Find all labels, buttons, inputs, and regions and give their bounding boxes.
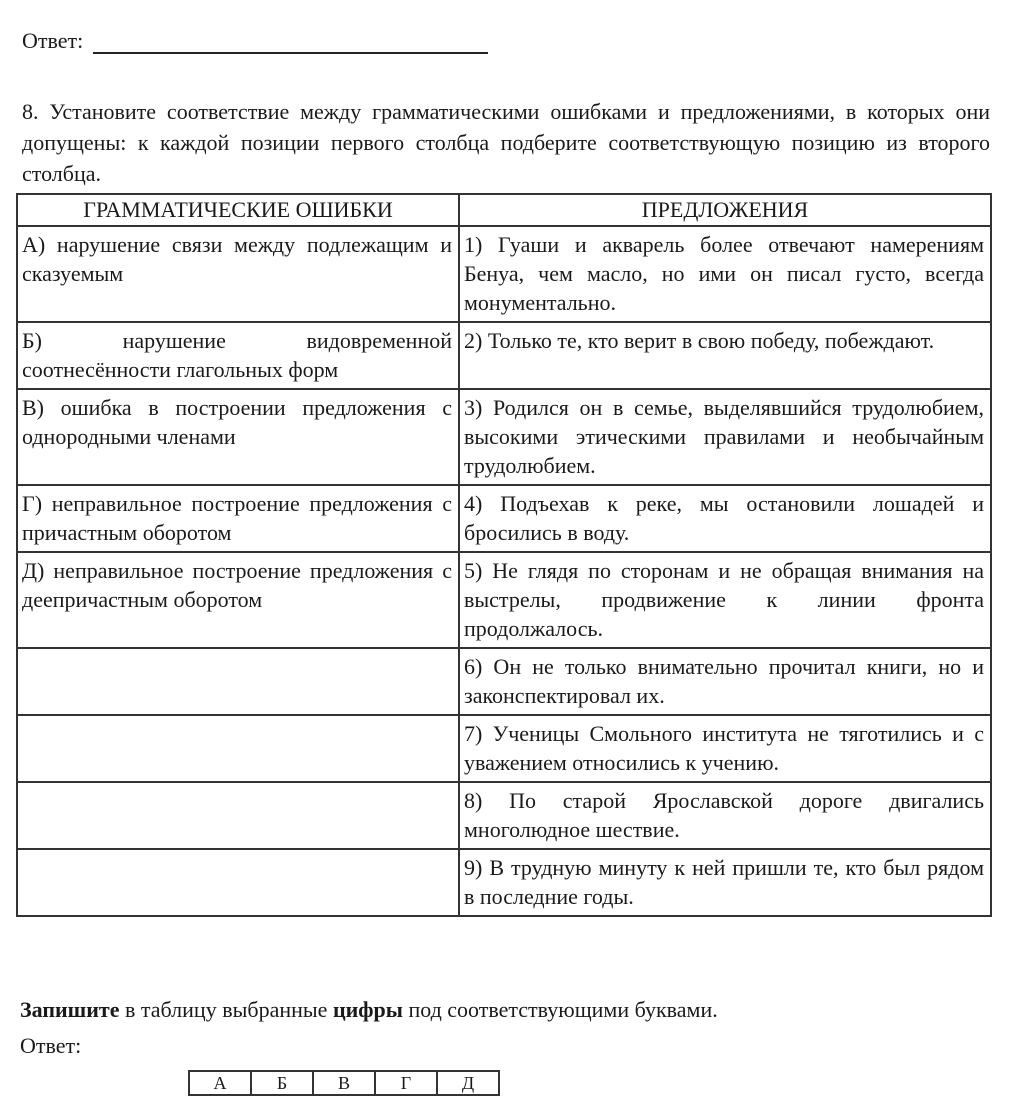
previous-answer-line: [22, 28, 488, 54]
error-b: Б) нарушение видовременной соотнесённости глагольных форм: [17, 322, 459, 389]
empty-cell: [17, 648, 459, 715]
answer-label-bottom: Ответ:: [20, 1033, 82, 1058]
error-v: В) ошибка в построении предложения с однородными членами: [17, 389, 459, 485]
answer-letter-v: В: [313, 1071, 375, 1095]
table-row: [17, 849, 991, 916]
table-row: [17, 485, 991, 552]
table-header-row: [17, 194, 991, 226]
instruction-mid: в таблицу выбранные: [119, 997, 333, 1022]
instruction-bold-digits: цифры: [332, 997, 403, 1022]
sentence-5: 5) Не глядя по сторонам и не обращая внимания на выстрелы, продвижение к линии фронта продолжалось.: [459, 552, 991, 648]
answer-letter-a: А: [189, 1071, 251, 1095]
empty-cell: [17, 715, 459, 782]
answer-blank[interactable]: [93, 32, 488, 54]
table-row: [17, 226, 991, 322]
sentence-4: 4) Подъехав к реке, мы остановили лошадей и бросились в воду.: [459, 485, 991, 552]
sentence-1: 1) Гуаши и акварель более отвечают намерениям Бенуа, чем масло, но ими он писал густо, всегда монументально.: [459, 226, 991, 322]
task-8-statement: [22, 96, 990, 189]
instruction: [20, 997, 718, 1023]
answer-label: Ответ:: [22, 28, 84, 53]
sentence-8: 8) По старой Ярославской дороге двигались многолюдное шествие.: [459, 782, 991, 849]
table-row: [17, 552, 991, 648]
header-sentences: ПРЕДЛОЖЕНИЯ: [459, 194, 991, 226]
error-d: Д) неправильное построение предложения с деепричастным оборотом: [17, 552, 459, 648]
error-a: А) нарушение связи между подлежащим и сказуемым: [17, 226, 459, 322]
answer-grid: [188, 1070, 500, 1096]
sentence-9: 9) В трудную минуту к ней пришли те, кто был рядом в последние годы.: [459, 849, 991, 916]
answer-letter-g: Г: [375, 1071, 437, 1095]
task-number: 8.: [22, 99, 39, 124]
sentence-3: 3) Родился он в семье, выделявшийся трудолюбием, высокими этическими правилами и необычайным трудолюбием.: [459, 389, 991, 485]
matching-table: [16, 193, 992, 917]
answer-letter-b: Б: [251, 1071, 313, 1095]
instruction-bold-write: Запишите: [20, 997, 120, 1022]
sentence-6: 6) Он не только внимательно прочитал книги, но и законспектировал их.: [459, 648, 991, 715]
table-row: [17, 322, 991, 389]
answer-letters-row: [189, 1071, 499, 1095]
sentence-2: 2) Только те, кто верит в свою победу, побеждают.: [459, 322, 991, 389]
table-row: [17, 782, 991, 849]
table-row: [17, 648, 991, 715]
sentence-7: 7) Ученицы Смольного института не тяготились и с уважением относились к учению.: [459, 715, 991, 782]
header-errors: ГРАММАТИЧЕСКИЕ ОШИБКИ: [17, 194, 459, 226]
table-row: [17, 715, 991, 782]
empty-cell: [17, 849, 459, 916]
task-text: Установите соответствие между грамматическими ошибками и предложениями, в которых они допущены: к каждой позиции первого столбца подберите соответствующую позицию из второго столбца.: [22, 99, 990, 186]
table-row: [17, 389, 991, 485]
instruction-end: под соответствующими буквами.: [402, 997, 718, 1022]
error-g: Г) неправильное построение предложения с причастным оборотом: [17, 485, 459, 552]
answer-letter-d: Д: [437, 1071, 499, 1095]
empty-cell: [17, 782, 459, 849]
